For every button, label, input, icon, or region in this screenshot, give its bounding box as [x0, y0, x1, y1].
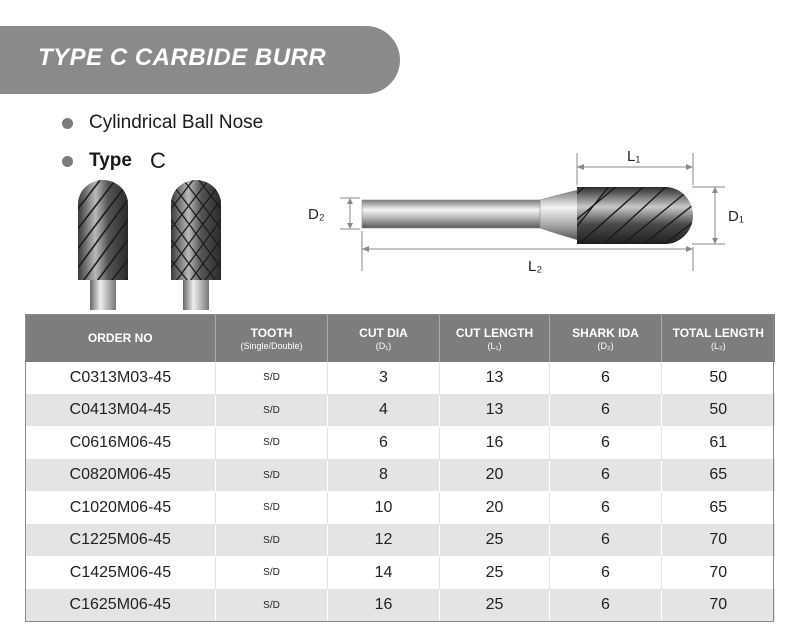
cut-length-cell: 25 [440, 557, 550, 590]
cut-dia-cell: 12 [328, 524, 440, 557]
single-cut-burr-photo [74, 180, 132, 310]
bullet-item-shape [62, 112, 263, 134]
table-row [26, 362, 775, 394]
header-total-length: TOTAL LENGTH (L₂) [662, 314, 775, 362]
order-no-cell: C0413M04-45 [26, 394, 216, 427]
bullet-label: Cylindrical Ball Nose [89, 112, 264, 133]
order-no-cell: C0313M03-45 [26, 362, 216, 394]
tooth-cell: S/D [216, 492, 328, 525]
cut-dia-cell: 10 [328, 492, 440, 525]
bullet-item-type [62, 148, 166, 174]
page-title: TYPE C CARBIDE BURR [38, 44, 327, 71]
type-letter: C [149, 148, 166, 173]
total-length-cell: 50 [662, 394, 775, 427]
shank-dia-cell: 6 [550, 524, 662, 557]
total-length-cell: 70 [662, 524, 775, 557]
l1-label: L₁ [627, 148, 641, 165]
bullet-dot-icon [62, 118, 73, 129]
shank-dia-cell: 6 [550, 362, 662, 394]
header-cut-length: CUT LENGTH (L₁) [440, 314, 550, 362]
tooth-cell: S/D [216, 427, 328, 460]
table-header-row [26, 314, 775, 362]
cut-length-cell: 13 [440, 362, 550, 394]
total-length-cell: 65 [662, 492, 775, 525]
shank-dia-cell: 6 [550, 427, 662, 460]
spec-table [25, 314, 775, 622]
table-row [26, 394, 775, 427]
total-length-cell: 61 [662, 427, 775, 460]
shank-dia-cell: 6 [550, 589, 662, 622]
cut-dia-cell: 3 [328, 362, 440, 394]
cut-dia-cell: 4 [328, 394, 440, 427]
order-no-cell: C0616M06-45 [26, 427, 216, 460]
bullet-label: Type [89, 150, 132, 171]
tooth-cell: S/D [216, 524, 328, 557]
cut-length-cell: 16 [440, 427, 550, 460]
order-no-cell: C1425M06-45 [26, 557, 216, 590]
total-length-cell: 70 [662, 589, 775, 622]
table-row [26, 492, 775, 525]
header-tooth: TOOTH (Single/Double) [216, 314, 328, 362]
bullet-dot-icon [62, 156, 73, 167]
order-no-cell: C1225M06-45 [26, 524, 216, 557]
total-length-cell: 50 [662, 362, 775, 394]
tooth-cell: S/D [216, 589, 328, 622]
table-row [26, 589, 775, 622]
tooth-cell: S/D [216, 362, 328, 394]
cut-length-cell: 20 [440, 459, 550, 492]
order-no-cell: C0820M06-45 [26, 459, 216, 492]
cut-length-cell: 25 [440, 589, 550, 622]
total-length-cell: 65 [662, 459, 775, 492]
total-length-cell: 70 [662, 557, 775, 590]
cut-dia-cell: 8 [328, 459, 440, 492]
cut-length-cell: 13 [440, 394, 550, 427]
tooth-cell: S/D [216, 459, 328, 492]
shank-dia-cell: 6 [550, 492, 662, 525]
header-cut-dia: CUT DIA (D₁) [328, 314, 440, 362]
tooth-cell: S/D [216, 557, 328, 590]
tooth-cell: S/D [216, 394, 328, 427]
double-cut-burr-photo [167, 180, 225, 310]
cut-length-cell: 25 [440, 524, 550, 557]
table-row [26, 524, 775, 557]
table-row [26, 427, 775, 460]
shank-dia-cell: 6 [550, 394, 662, 427]
l2-label: L₂ [528, 258, 543, 275]
dimension-diagram [300, 145, 760, 280]
table-row [26, 459, 775, 492]
cut-dia-cell: 14 [328, 557, 440, 590]
shank-dia-cell: 6 [550, 459, 662, 492]
header-order-no: ORDER NO [26, 314, 216, 362]
cut-dia-cell: 16 [328, 589, 440, 622]
order-no-cell: C1020M06-45 [26, 492, 216, 525]
d1-label: D₁ [728, 208, 744, 225]
header-shank-dia: SHARK IDA (D₂) [550, 314, 662, 362]
order-no-cell: C1625M06-45 [26, 589, 216, 622]
d2-label: D₂ [308, 206, 325, 223]
table-row [26, 557, 775, 590]
cut-dia-cell: 6 [328, 427, 440, 460]
shank-dia-cell: 6 [550, 557, 662, 590]
cut-length-cell: 20 [440, 492, 550, 525]
